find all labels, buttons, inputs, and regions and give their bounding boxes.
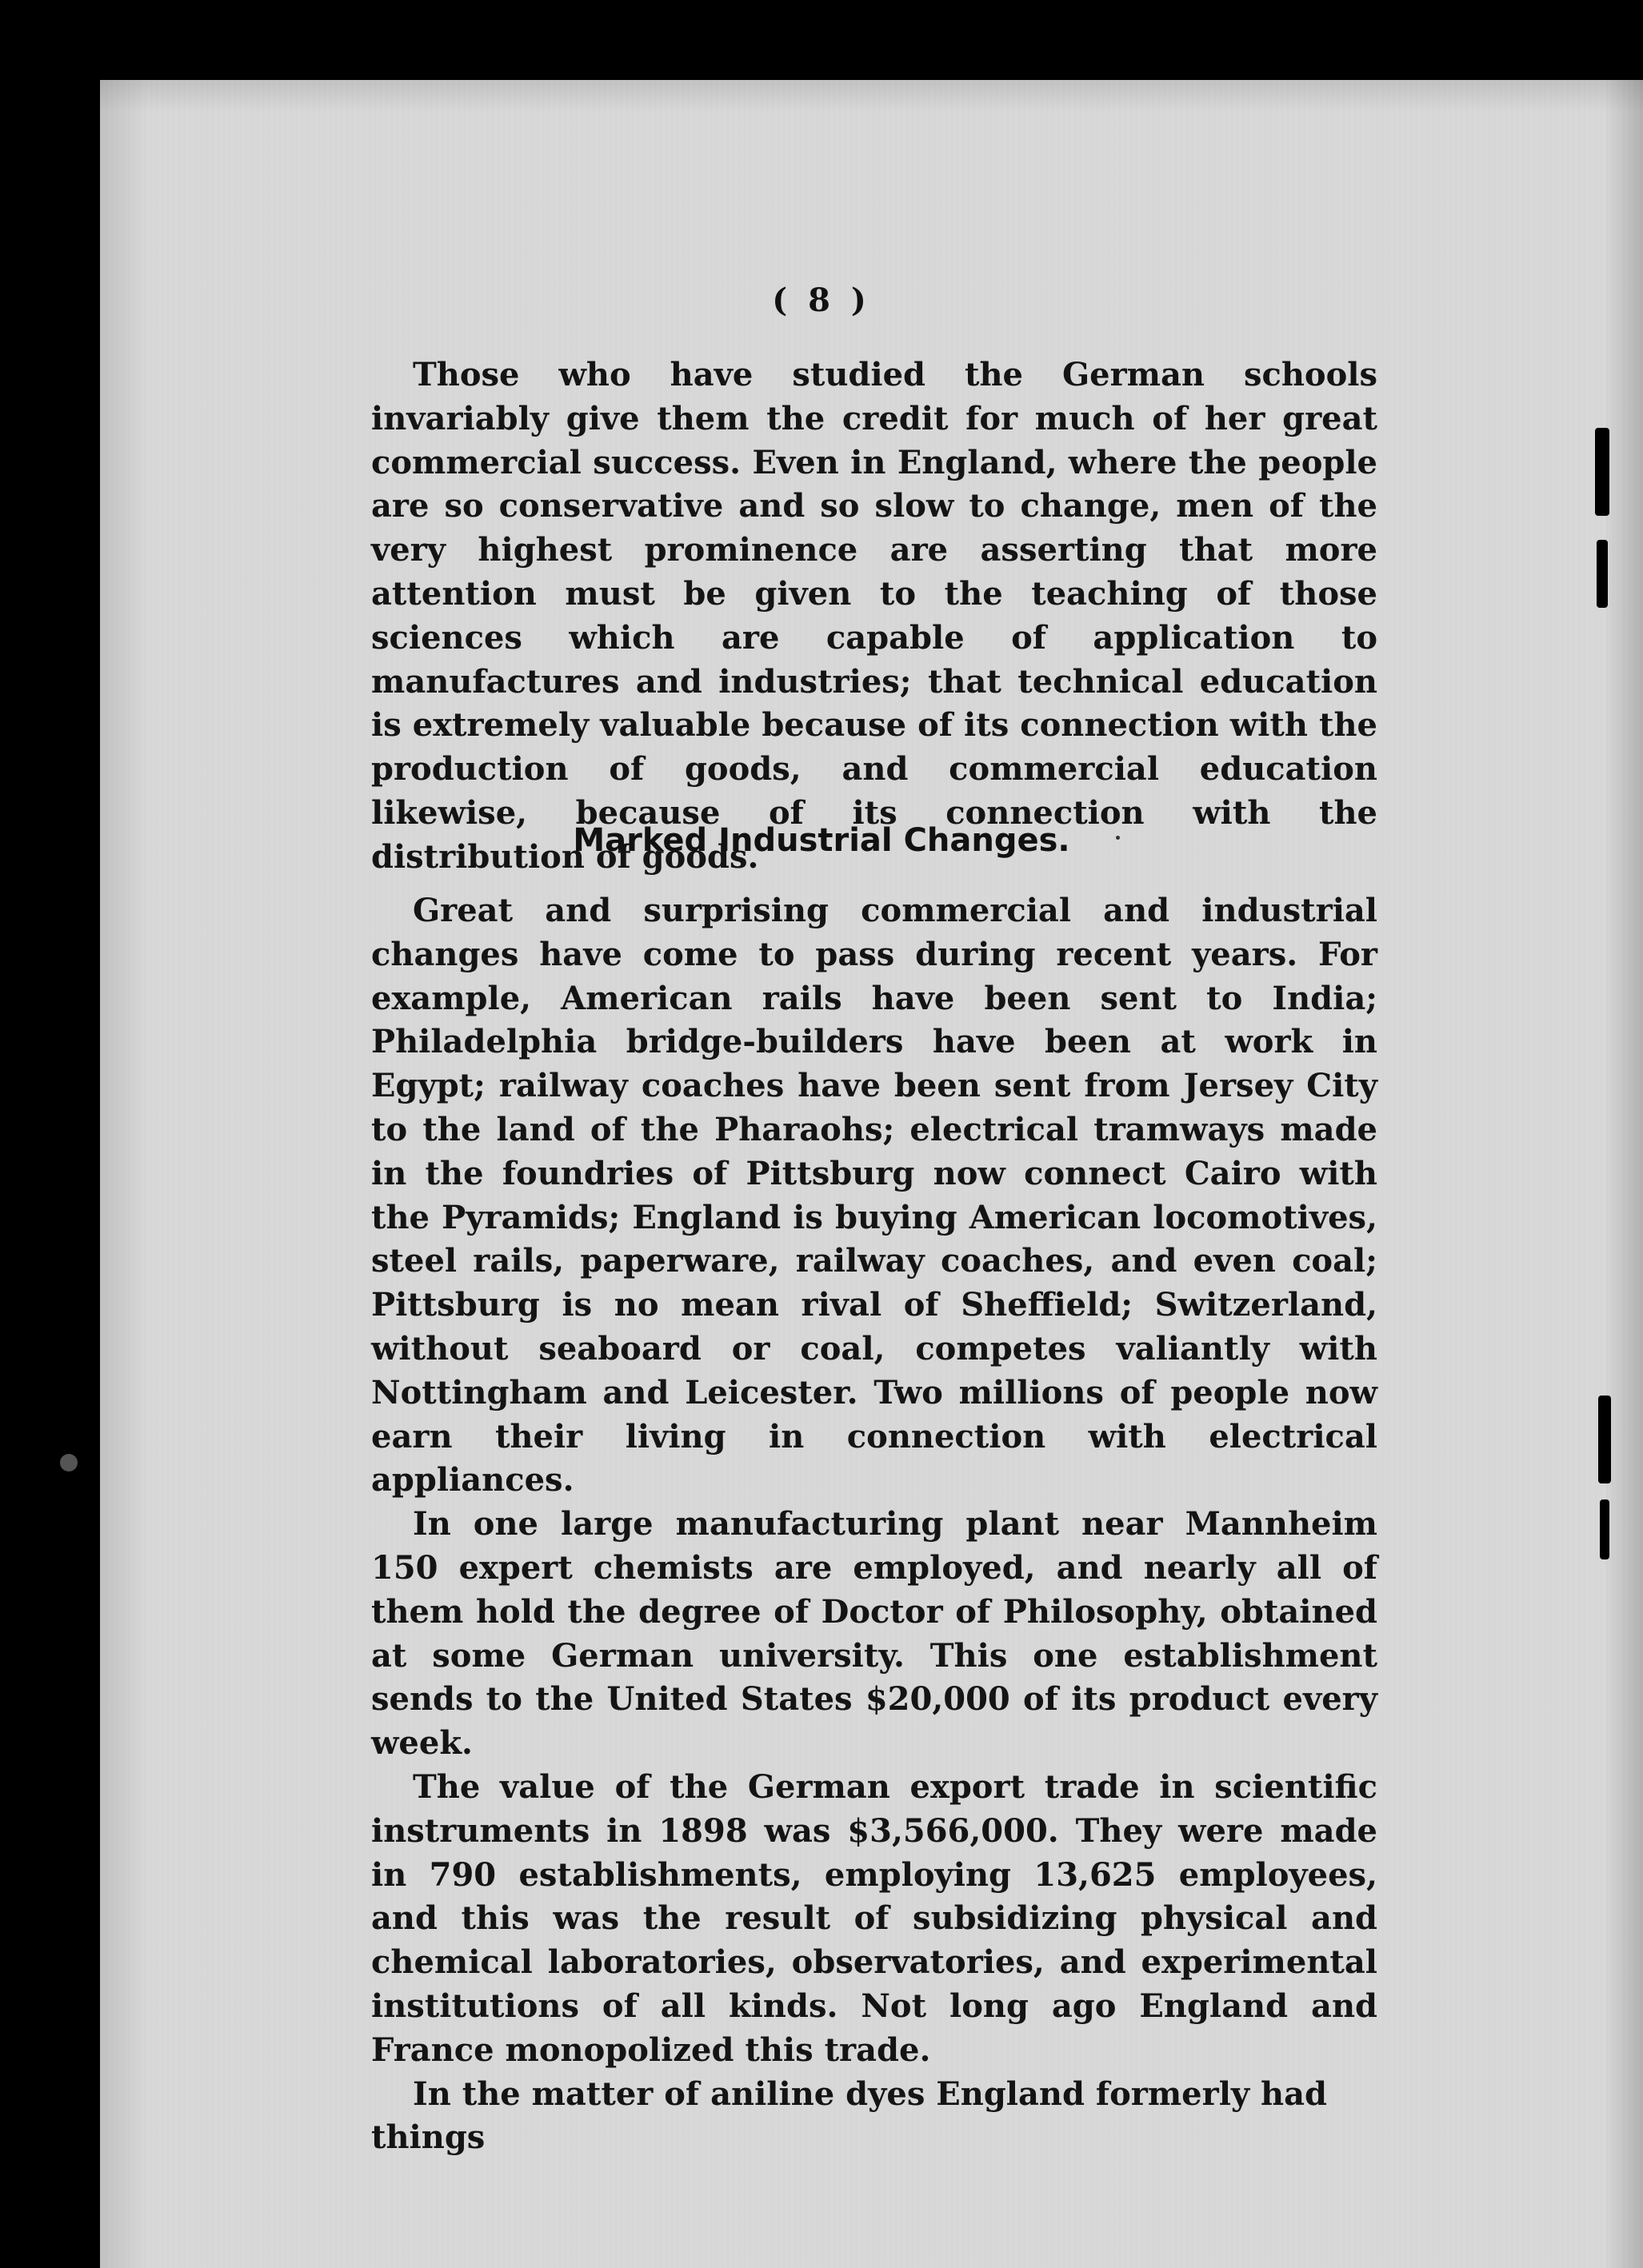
paragraph-text: Those who have studied the German schools invariably give them the credit for much of her great commercial success. Even in England, where the people are so conservative and so slow to change, men of the very highest prominence are asserting that more attention must be given to the teaching of those sciences which are capable of application to manufactures and industries; that technical education is extremely valuable because of its connection with the production of goods, and commercial education likewise, because of its connection with the distribution of goods. (371, 356, 1377, 876)
paragraph-2: Great and surprising commercial and industrial changes have come to pass during recent years. For example, American rails have been sent to India; Philadelphia bridge-builders have been at work in Egypt; railway coaches have been sent from Jersey City to the land of the Pharaohs; electrical tramways made in the foundries of Pittsburg now connect Cairo with the Pyramids; England is buying American locomotives, steel rails, paperware, railway coaches, and even coal; Pittsburg is no mean rival of Sheffield; Switzerland, without seaboard or coal, competes valiantly with Nottingham and Leicester. Two millions of people now earn their living in connection with electrical appliances. (371, 892, 1377, 1499)
binding-mark (1597, 540, 1608, 608)
section-heading: Marked Industrial Changes. (573, 822, 1070, 859)
binding-mark (1600, 1499, 1609, 1559)
dust-speck (60, 1454, 78, 1471)
binding-mark (1595, 428, 1609, 516)
paragraph-3: In one large manufacturing plant near Mannheim 150 expert chemists are employed, and nearly all of them hold the degree of Doctor of Philosophy, obtained at some German university. This one establishment sends to the United States $20,000 of its product every week. (371, 1505, 1377, 1763)
page-number: ( 8 ) (772, 282, 871, 319)
paragraph-4: The value of the German export trade in scientific instruments in 1898 was $3,566,000. They were made in 790 establishments, employing 13,625 employees, and this was the result of subsidizing physical and chemical laboratories, observatories, and experimental institutions of all kinds. Not long ago England and France monopolized this trade. (371, 1767, 1377, 2069)
paragraph-5: In the matter of aniline dyes England formerly had things (371, 2074, 1328, 2157)
paragraph-1 (371, 353, 1377, 880)
page-gutter-shadow (1604, 80, 1643, 2268)
body-text (371, 889, 1377, 2160)
binding-mark (1598, 1396, 1611, 1483)
